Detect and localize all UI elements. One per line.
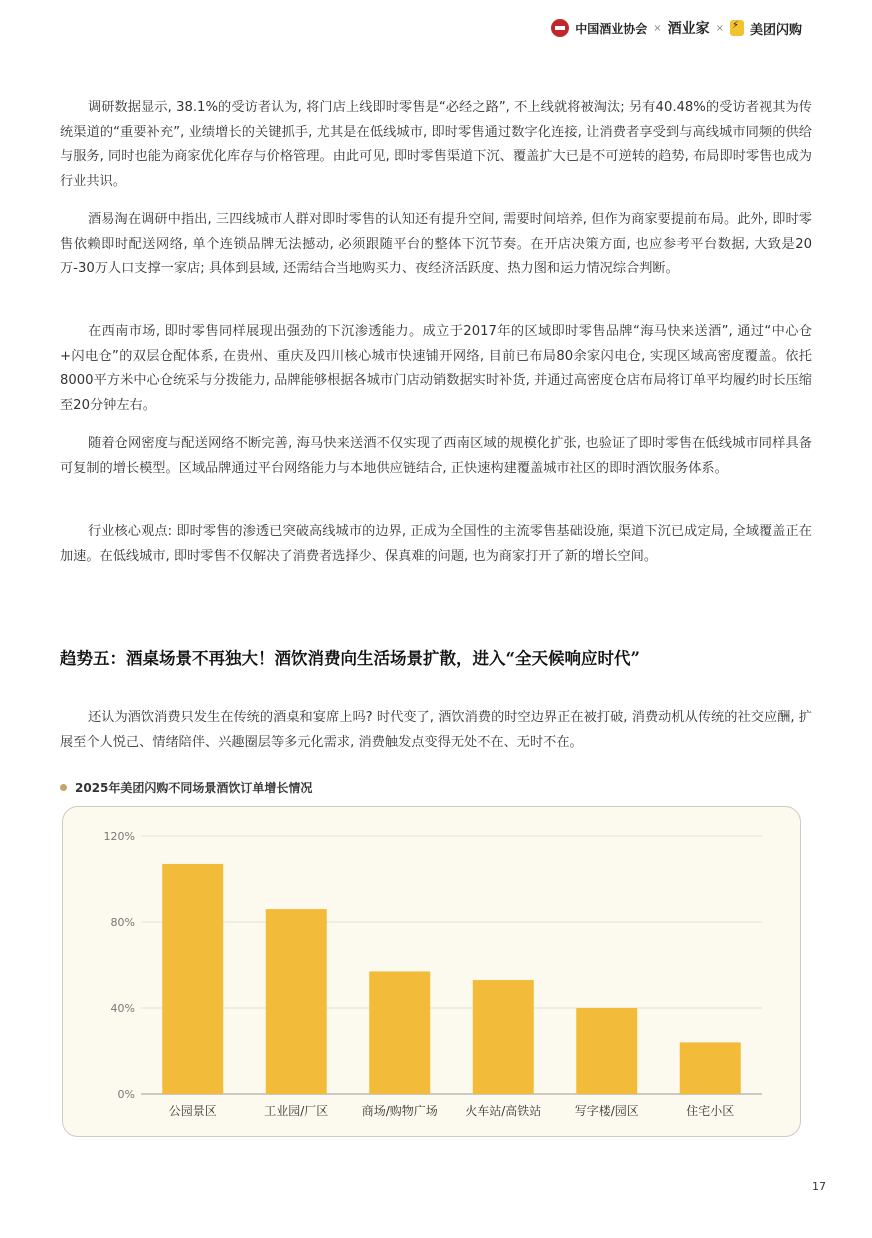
bar <box>369 971 430 1094</box>
jiuyejia-logo-text: 酒业家 <box>667 21 710 37</box>
section-title: 趋势五：酒桌场景不再独大！酒饮消费向生活场景扩散，进入“全天候响应时代” <box>60 649 640 668</box>
y-tick-label: 40% <box>110 1002 135 1015</box>
x-category-label: 工业园/厂区 <box>264 1104 329 1118</box>
bar <box>162 864 223 1094</box>
separator-x: × <box>653 22 662 34</box>
paragraph-jiuyitao: 酒易淘在调研中指出, 三四线城市人群对即时零售的认知还有提升空间, 需要时间培养, 但作为商家要提前布局。此外, 即时零售依赖即时配送网络, 单个连锁品牌无法撼动, 必须跟随平台的整体下沉节奏。在开店决策方面, 也应参考平台数据, 大致是20万-30万人口支撑一家店; 具体到县域, 还需结合当地购买力、夜经济活跃度、热力图和运力情况综合判断。 <box>60 212 812 276</box>
bar <box>473 980 534 1094</box>
x-category-label: 商场/购物广场 <box>361 1104 438 1118</box>
chart-caption-text: 2025年美团闪购不同场景酒饮订单增长情况 <box>75 781 313 795</box>
x-category-label: 住宅小区 <box>686 1104 735 1118</box>
chart-panel <box>62 806 801 1137</box>
paragraph-southwest: 在西南市场, 即时零售同样展现出强劲的下沉渗透能力。成立于2017年的区域即时零售品牌“海马快来送酒”, 通过“中心仓+闪电仓”的双层仓配体系, 在贵州、重庆及四川核心城市快速铺开网络, 目前已布局80余家闪电仓, 实现区域高密度覆盖。依托8000平方米中心仓统采与分拨能力, 品牌能够根据各城市门店动销数据实时补货, 并通过高密度仓店布局将订单平均履约时长压缩至20分钟左右。 <box>60 324 812 413</box>
meituan-shangou-logo-icon <box>730 20 744 36</box>
bar-chart <box>63 807 802 1138</box>
bar <box>680 1042 741 1094</box>
chart-caption <box>60 779 312 796</box>
y-tick-label: 80% <box>110 916 135 929</box>
bar <box>576 1008 637 1094</box>
paragraph-haima: 随着仓网密度与配送网络不断完善, 海马快来送酒不仅实现了西南区域的规模化扩张, 也验证了即时零售在低线城市同样具备可复制的增长模型。区域品牌通过平台网络能力与本地供应链结合, 正快速构建覆盖城市社区的即时酒饮服务体系。 <box>60 436 812 476</box>
page-header <box>551 18 802 38</box>
separator-x-2: × <box>715 22 724 34</box>
cada-logo-icon <box>551 19 569 37</box>
y-tick-label: 0% <box>117 1088 135 1101</box>
y-tick-label: 120% <box>103 830 135 843</box>
paragraph-survey: 调研数据显示, 38.1%的受访者认为, 将门店上线即时零售是“必经之路”, 不上线就将被淘汰; 另有40.48%的受访者视其为传统渠道的“重要补充”, 业绩增长的关键抓手, 尤其是在低线城市, 即时零售通过数字化连接, 让消费者享受到与高线城市同频的供给与服务, 同时也能为商家优化库存与价格管理。由此可见, 即时零售渠道下沉、覆盖扩大已是不可逆转的趋势, 布局即时零售也成为行业共识。 <box>60 100 812 189</box>
bar <box>266 909 327 1094</box>
cada-logo-text: 中国酒业协会 <box>575 21 648 36</box>
x-category-label: 火车站/高铁站 <box>465 1104 542 1118</box>
paragraph-industry-view: 行业核心观点: 即时零售的渗透已突破高线城市的边界, 正成为全国性的主流零售基础设施, 渠道下沉已成定局, 全域覆盖正在加速。在低线城市, 即时零售不仅解决了消费者选择少、保真难的问题, 也为商家打开了新的增长空间。 <box>60 524 812 564</box>
x-category-label: 公园景区 <box>168 1104 217 1118</box>
bullet-dot-icon <box>60 784 67 791</box>
page-number: 17 <box>812 1180 826 1193</box>
x-category-label: 写字楼/园区 <box>574 1104 639 1118</box>
section-intro: 还认为酒饮消费只发生在传统的酒桌和宴席上吗? 时代变了, 酒饮消费的时空边界正在被打破, 消费动机从传统的社交应酬, 扩展至个人悦己、情绪陪伴、兴趣圈层等多元化需求, 消费触发点变得无处不在、无时不在。 <box>60 710 812 750</box>
meituan-shangou-logo-text: 美团闪购 <box>749 22 802 38</box>
